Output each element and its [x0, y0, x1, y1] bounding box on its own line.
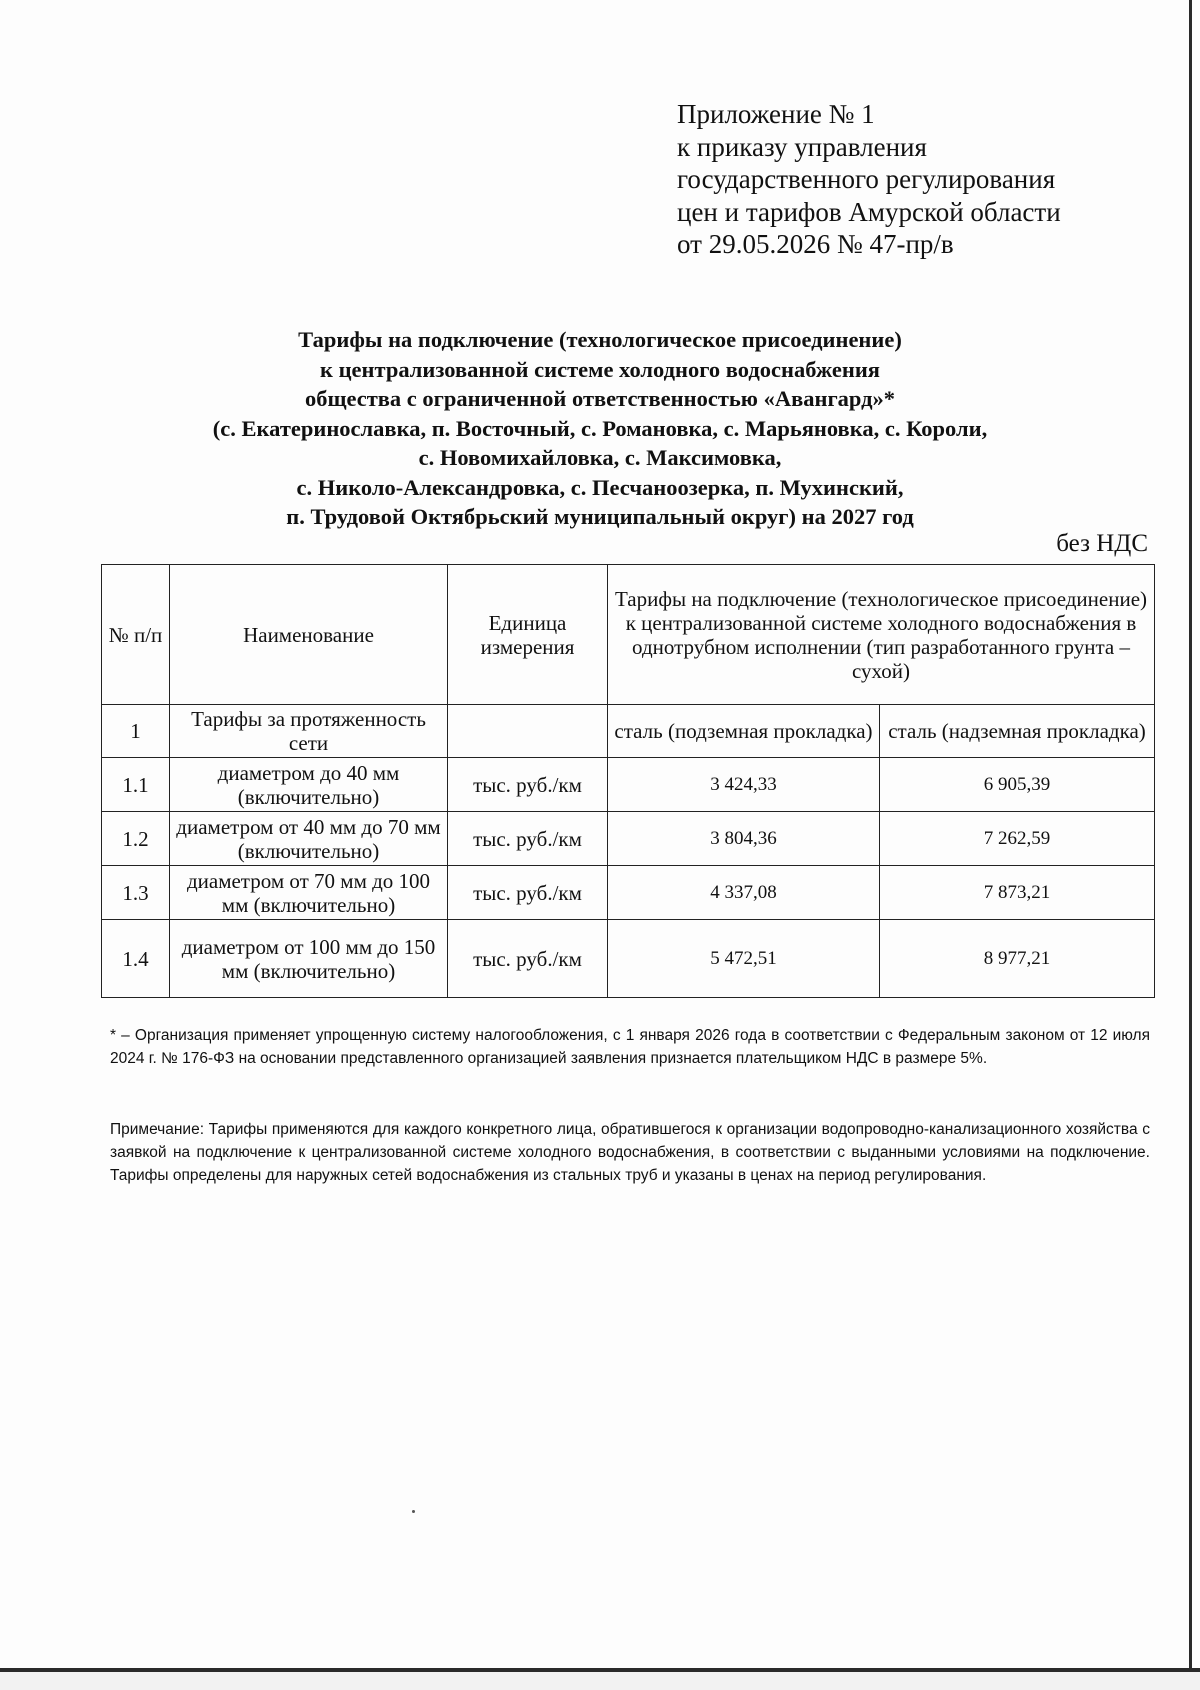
- title-line-7: п. Трудовой Октябрьский муниципальный округ) на 2027 год: [286, 504, 914, 529]
- row-name: диаметром от 100 мм до 150 мм (включительно): [170, 920, 448, 998]
- row-underground-value: 3 424,33: [608, 758, 880, 812]
- row-underground-value: 3 804,36: [608, 812, 880, 866]
- row-name: диаметром до 40 мм (включительно): [170, 758, 448, 812]
- title-line-3: общества с ограниченной ответственностью «Авангард»*: [304, 386, 896, 411]
- appendix-line-4: цен и тарифов Амурской области: [677, 196, 1061, 227]
- subheader-underground: сталь (подземная прокладка): [608, 705, 880, 758]
- title-line-1: Тарифы на подключение (технологическое присоединение): [298, 327, 902, 352]
- row-aboveground-value: 7 262,59: [880, 812, 1155, 866]
- scan-edge-right: [1189, 0, 1192, 1690]
- row-unit: тыс. руб./км: [448, 920, 608, 998]
- row-num: 1.3: [102, 866, 170, 920]
- table-row: [102, 866, 1155, 920]
- row-num: 1.1: [102, 758, 170, 812]
- footnote: * – Организация применяет упрощенную систему налогообложения, с 1 января 2026 года в соответствии с Федеральным законом от 12 июля 2024 г. № 176-ФЗ на основании представленного организацией заявления признается плательщиком НДС в размере 5%.: [110, 1027, 1150, 1067]
- subheader-aboveground: сталь (надземная прокладка): [880, 705, 1155, 758]
- remark-note: Примечание: Тарифы применяются для каждого конкретного лица, обратившегося к организации водопроводно-канализационного хозяйства с заявкой на подключение к централизованной системе холодного водоснабжения, в соответствии с выданными условиями на подключение. Тарифы определены для наружных сетей водоснабжения из стальных труб и указаны в ценах на период регулирования.: [110, 1121, 1150, 1184]
- appendix-line-3: государственного регулирования: [677, 164, 1056, 194]
- row-unit: тыс. руб./км: [448, 758, 608, 812]
- row-name: диаметром от 40 мм до 70 мм (включительно): [170, 812, 448, 866]
- scan-margin-bottom: [0, 1672, 1200, 1690]
- row-aboveground-value: 6 905,39: [880, 758, 1155, 812]
- row-aboveground-value: 8 977,21: [880, 920, 1155, 998]
- row-underground-value: 4 337,08: [608, 866, 880, 920]
- scan-speck: [412, 1510, 415, 1513]
- row-aboveground-value: 7 873,21: [880, 866, 1155, 920]
- title-line-5: с. Новомихайловка, с. Максимовка,: [418, 445, 782, 470]
- title-line-2: к централизованной системе холодного водоснабжения: [320, 356, 880, 382]
- row-num: 1.4: [102, 920, 170, 998]
- vat-note: без НДС: [1056, 530, 1148, 557]
- header-unit: Единица измерения: [448, 565, 608, 705]
- row-name: диаметром от 70 мм до 100 мм (включительно): [170, 866, 448, 920]
- header-name: Наименование: [170, 565, 448, 705]
- table-row: [102, 758, 1155, 812]
- table-header-row: [102, 565, 1155, 705]
- document-title: [80, 325, 1120, 532]
- appendix-header: [677, 98, 1117, 261]
- subheader-num: 1: [102, 705, 170, 758]
- tariffs-table: [101, 564, 1155, 998]
- table-subheader-row: [102, 705, 1155, 758]
- row-unit: тыс. руб./км: [448, 866, 608, 920]
- appendix-line-2: к приказу управления: [677, 131, 927, 162]
- header-num: № п/п: [102, 565, 170, 705]
- title-line-6: с. Николо-Александровка, с. Песчаноозерка, п. Мухинский,: [296, 474, 904, 500]
- scan-edge-bottom: [0, 1668, 1200, 1672]
- appendix-line-5: от 29.05.2026 № 47-пр/в: [677, 229, 954, 259]
- appendix-line-1: Приложение № 1: [677, 99, 875, 129]
- row-unit: тыс. руб./км: [448, 812, 608, 866]
- row-underground-value: 5 472,51: [608, 920, 880, 998]
- subheader-name: Тарифы за протяженность сети: [170, 705, 448, 758]
- table-row: [102, 920, 1155, 998]
- header-tariffs: Тарифы на подключение (технологическое присоединение) к централизованной системе холодного водоснабжения в однотрубном исполнении (тип разработанного грунта – сухой): [608, 565, 1155, 705]
- table-row: [102, 812, 1155, 866]
- title-line-4: (с. Екатеринославка, п. Восточный, с. Романовка, с. Марьяновка, с. Короли,: [212, 415, 988, 441]
- row-num: 1.2: [102, 812, 170, 866]
- subheader-unit: [448, 705, 608, 758]
